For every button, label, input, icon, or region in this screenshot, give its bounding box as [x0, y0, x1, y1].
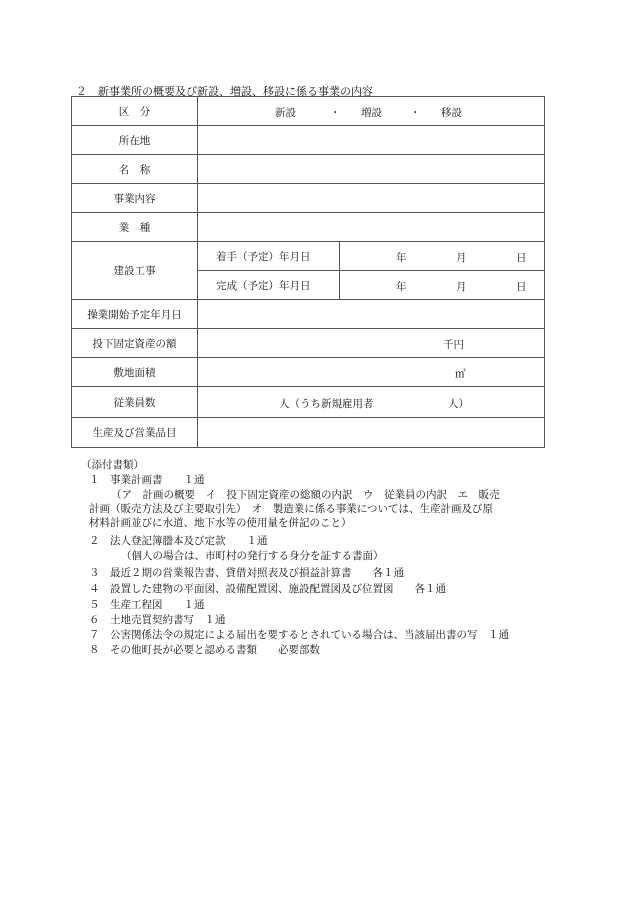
business-content-field[interactable]	[198, 184, 545, 213]
attachment-item: ２ 法人登記簿謄本及び定款 １通	[89, 535, 268, 547]
products-field[interactable]	[198, 418, 545, 448]
site-area-unit: ㎡	[455, 368, 466, 380]
row-operation-start	[72, 300, 545, 329]
products-label: 生産及び営業品目	[72, 418, 198, 448]
attachment-item: ８ その他町長が必要と認める書類 必要部数	[89, 644, 320, 656]
attachments-title: （添付書類）	[81, 459, 144, 471]
attachment-item: １ 事業計画書 １通	[89, 474, 205, 486]
start-month-unit: 月	[456, 252, 467, 264]
option-expand[interactable]: 増設	[361, 107, 382, 119]
attachment-item: ３ 最近２期の営業報告書、貸借対照表及び損益計算書 各１通	[89, 567, 404, 579]
attachment-detail: 材料計画並びに水道、地下水等の使用量を併記のこと）	[89, 517, 352, 529]
operation-start-field[interactable]	[198, 300, 545, 329]
option-new[interactable]: 新設	[275, 107, 296, 119]
attachment-item: ５ 生産工程図 １通	[89, 599, 205, 611]
name-field[interactable]	[198, 155, 545, 184]
completion-month-unit: 月	[456, 281, 467, 293]
employees-unit-close: 人）	[448, 398, 469, 410]
row-location	[72, 126, 545, 155]
employees-field[interactable]	[198, 387, 545, 418]
site-area-label: 敷地面積	[72, 358, 198, 387]
investment-field[interactable]	[198, 329, 545, 358]
category-options[interactable]	[198, 97, 545, 126]
completion-label: 完成（予定）年月日	[198, 271, 340, 300]
row-products	[72, 418, 545, 448]
site-area-field[interactable]	[198, 358, 545, 387]
row-construction-start	[72, 242, 545, 271]
employees-label: 従業員数	[72, 387, 198, 418]
start-year-unit: 年	[396, 252, 407, 264]
completion-date-field[interactable]	[340, 271, 545, 300]
row-investment	[72, 329, 545, 358]
start-day-unit: 日	[516, 252, 527, 264]
start-date-field[interactable]	[340, 242, 545, 271]
industry-field[interactable]	[198, 213, 545, 242]
name-label: 名 称	[72, 155, 198, 184]
option-sep-2: ・	[410, 107, 421, 119]
investment-unit: 千円	[443, 339, 464, 351]
section-title: ２ 新事業所の概要及び新設、増設、移設に係る事業の内容	[76, 85, 373, 98]
completion-year-unit: 年	[396, 281, 407, 293]
construction-label: 建設工事	[72, 242, 198, 300]
attachment-item: ７ 公害関係法令の規定による届出を要するとされている場合は、当該届出書の写 １通	[89, 629, 509, 641]
row-site-area	[72, 358, 545, 387]
attachment-detail: （個人の場合は、市町村の発行する身分を証する書面）	[121, 550, 384, 562]
investment-label: 投下固定資産の額	[72, 329, 198, 358]
category-label: 区 分	[72, 97, 198, 126]
location-field[interactable]	[198, 126, 545, 155]
start-label: 着手（予定）年月日	[198, 242, 340, 271]
operation-start-label: 操業開始予定年月日	[72, 300, 198, 329]
attachment-item: ４ 設置した建物の平面図、設備配置図、施設配置図及び位置図 各１通	[89, 583, 446, 595]
row-industry	[72, 213, 545, 242]
option-sep-1: ・	[330, 107, 341, 119]
completion-day-unit: 日	[516, 281, 527, 293]
business-content-label: 事業内容	[72, 184, 198, 213]
employees-unit: 人（うち新規雇用者	[279, 398, 374, 410]
row-category	[72, 97, 545, 126]
industry-label: 業 種	[72, 213, 198, 242]
row-business-content	[72, 184, 545, 213]
attachment-item: ６ 土地売買契約書写 １通	[89, 614, 226, 626]
business-overview-table	[71, 96, 545, 448]
location-label: 所在地	[72, 126, 198, 155]
option-relocate[interactable]: 移設	[441, 107, 462, 119]
row-employees	[72, 387, 545, 418]
attachment-detail: （ア 計画の概要 イ 投下固定資産の総額の内訳 ウ 従業員の内訳 エ 販売	[111, 489, 500, 501]
attachment-detail: 計画（販売方法及び主要取引先） オ 製造業に係る事業については、生産計画及び原	[89, 503, 494, 515]
row-name	[72, 155, 545, 184]
